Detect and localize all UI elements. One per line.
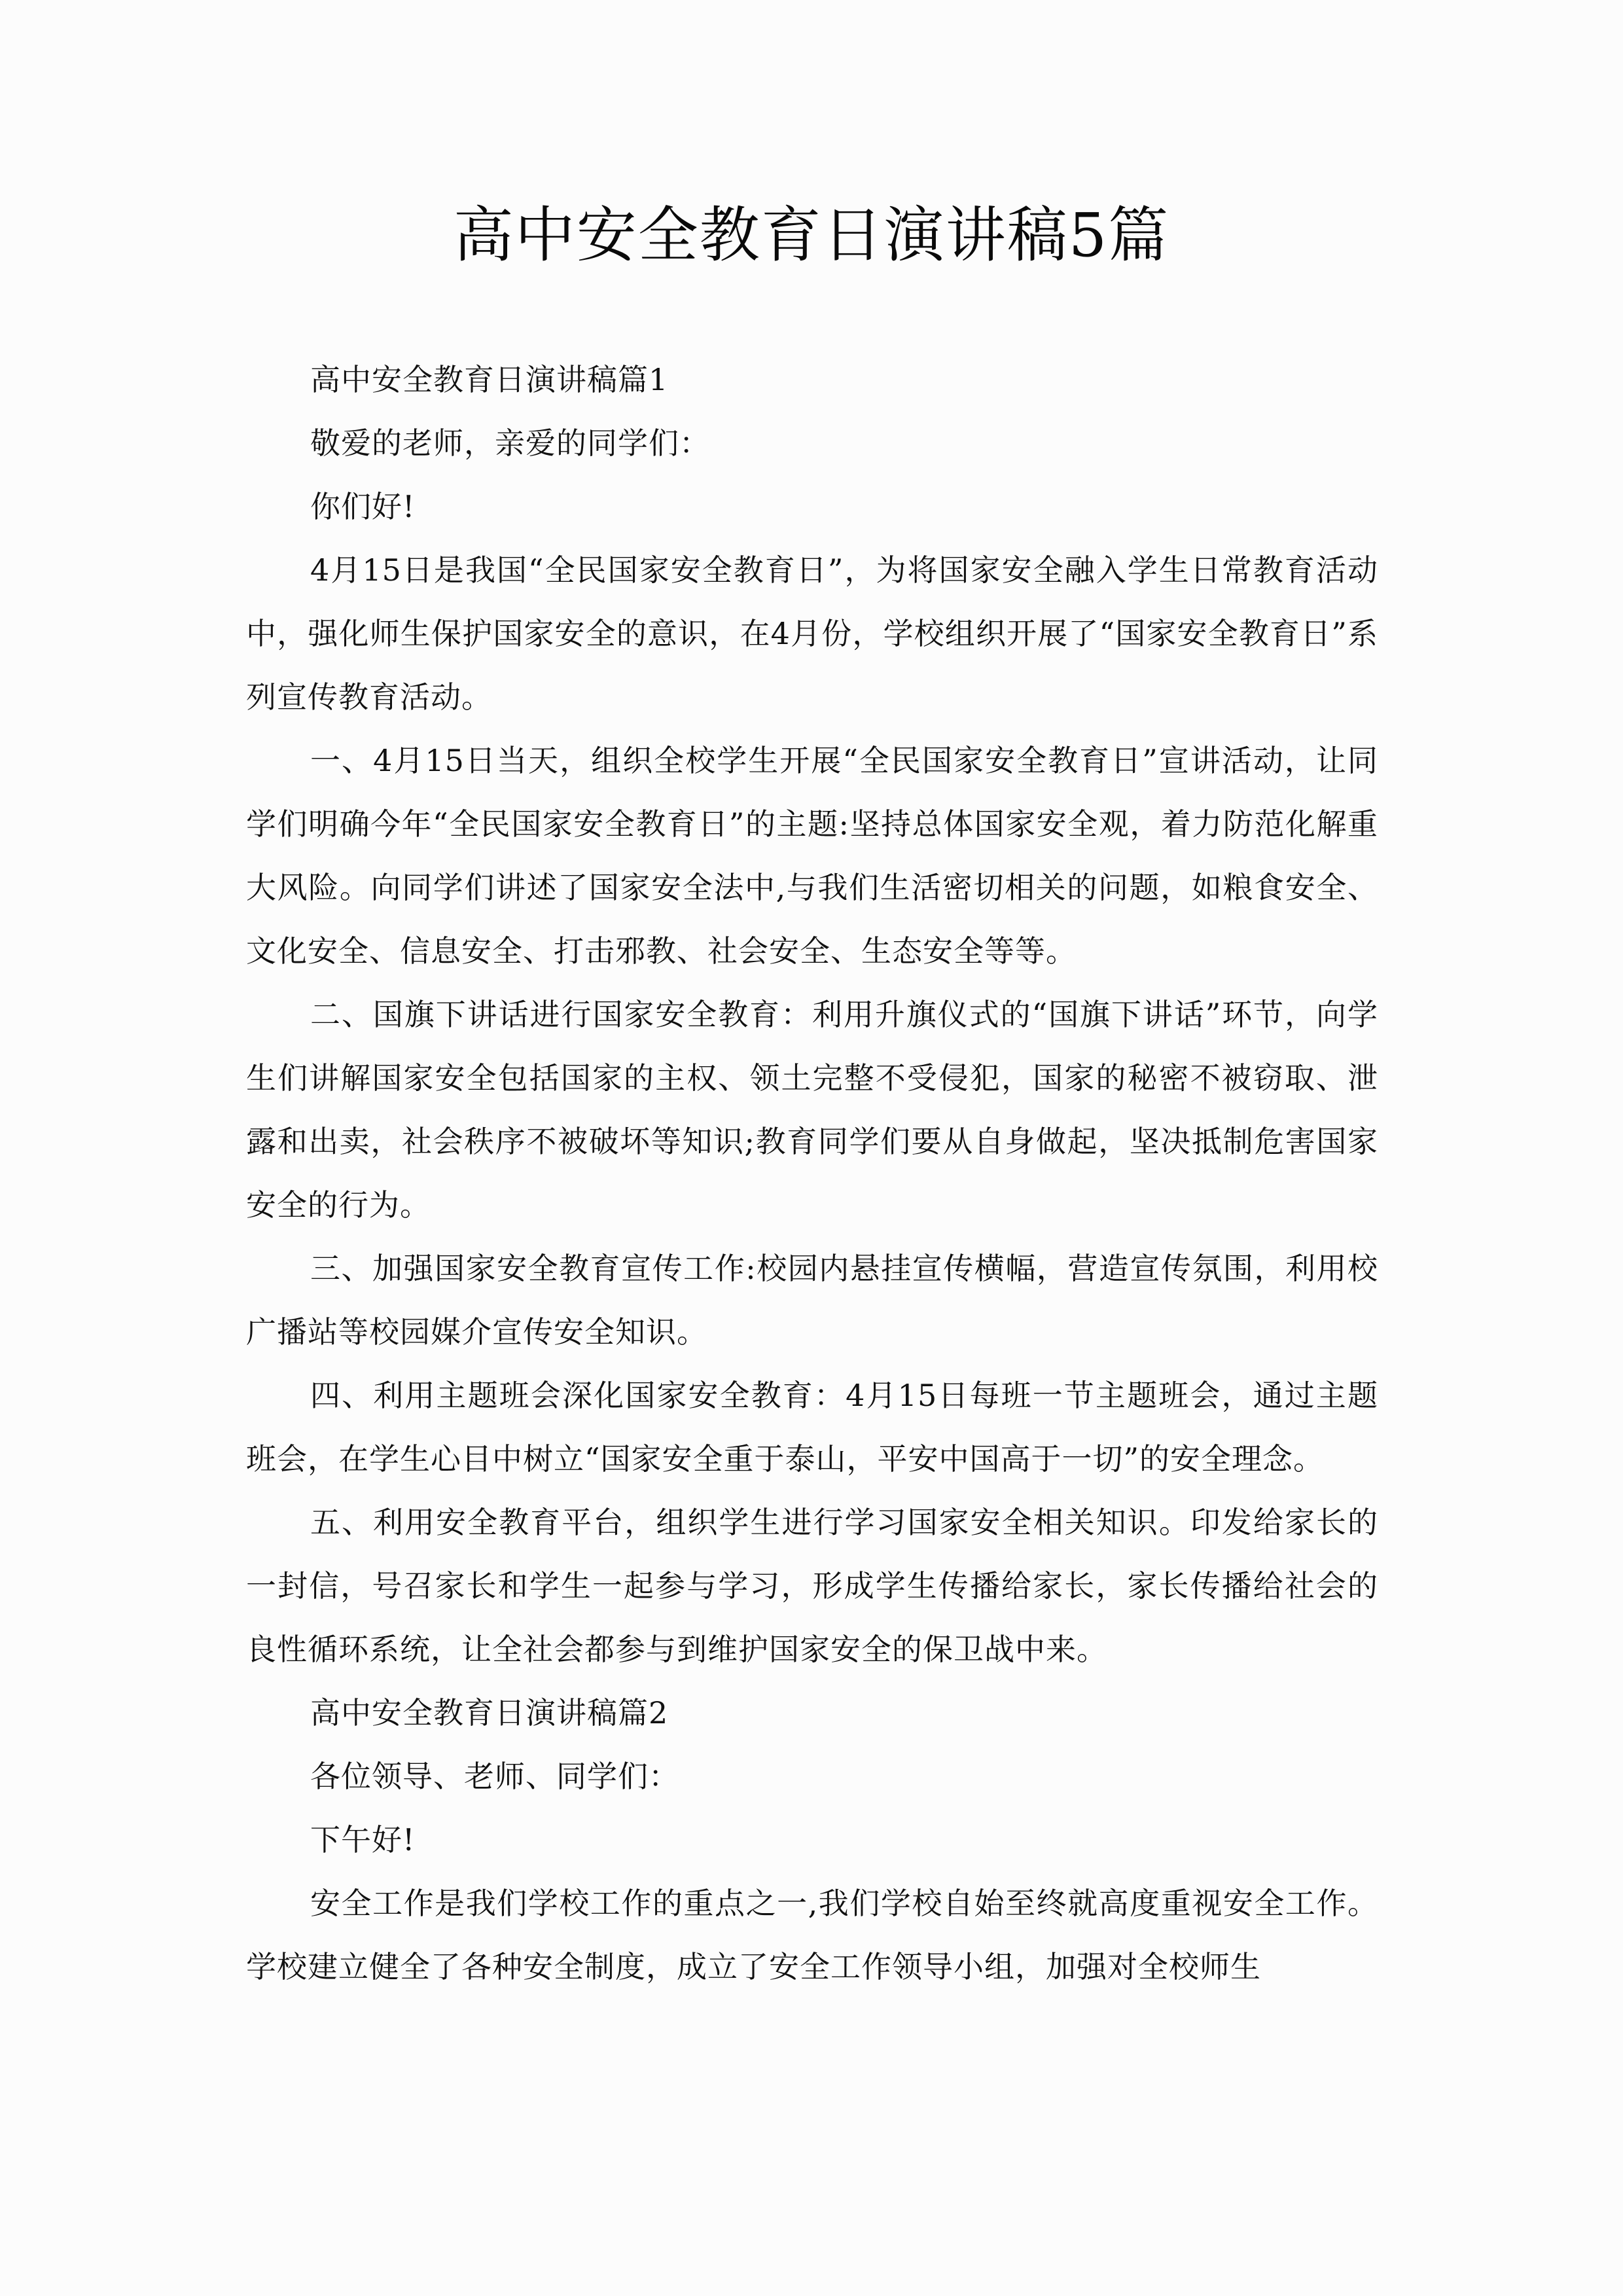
- body-paragraph: 三、加强国家安全教育宣传工作:校园内悬挂宣传横幅，营造宣传氛围，利用校广播站等校园媒介宣传安全知识。: [246, 1251, 1378, 1350]
- body-paragraph: 一、4月15日当天，组织全校学生开展“全民国家安全教育日”宣讲活动，让同学们明确今年“全民国家安全教育日”的主题:坚持总体国家安全观，着力防范化解重大风险。向同学们讲述了国家安全法中,与我们生活密切相关的问题，如粮食安全、文化安全、信息安全、打击邪教、社会安全、生态安全等等。: [246, 743, 1378, 969]
- section-heading: 高中安全教育日演讲稿篇1: [310, 362, 669, 397]
- speech-section-1: [246, 348, 1378, 1681]
- body-paragraph: 五、利用安全教育平台，组织学生进行学习国家安全相关知识。印发给家长的一封信，号召家长和学生一起参与学习，形成学生传播给家长，家长传播给社会的良性循环系统，让全社会都参与到维护国家安全的保卫战中来。: [246, 1505, 1378, 1667]
- salutation: 各位领导、老师、同学们：: [310, 1759, 679, 1794]
- body-paragraph: 四、利用主题班会深化国家安全教育：4月15日每班一节主题班会，通过主题班会，在学生心目中树立“国家安全重于泰山，平安中国高于一切”的安全理念。: [246, 1378, 1378, 1477]
- body-paragraph: 二、国旗下讲话进行国家安全教育：利用升旗仪式的“国旗下讲话”环节，向学生们讲解国家安全包括国家的主权、领土完整不受侵犯，国家的秘密不被窃取、泄露和出卖，社会秩序不被破坏等知识;教育同学们要从自身做起，坚决抵制危害国家安全的行为。: [246, 997, 1378, 1223]
- salutation: 敬爱的老师，亲爱的同学们：: [310, 425, 710, 461]
- body-paragraph: 4月15日是我国“全民国家安全教育日”，为将国家安全融入学生日常教育活动中，强化师生保护国家安全的意识，在4月份，学校组织开展了“国家安全教育日”系列宣传教育活动。: [246, 552, 1378, 715]
- document-title: 高中安全教育日演讲稿5篇: [453, 200, 1170, 270]
- speech-section-2: [246, 1681, 1378, 1999]
- body-paragraph: 安全工作是我们学校工作的重点之一,我们学校自始至终就高度重视安全工作。学校建立健全了各种安全制度，成立了安全工作领导小组，加强对全校师生: [246, 1886, 1378, 1984]
- greeting: 下午好!: [310, 1822, 416, 1857]
- document-body: [246, 348, 1378, 1999]
- section-heading: 高中安全教育日演讲稿篇2: [310, 1695, 669, 1731]
- greeting: 你们好!: [310, 489, 416, 524]
